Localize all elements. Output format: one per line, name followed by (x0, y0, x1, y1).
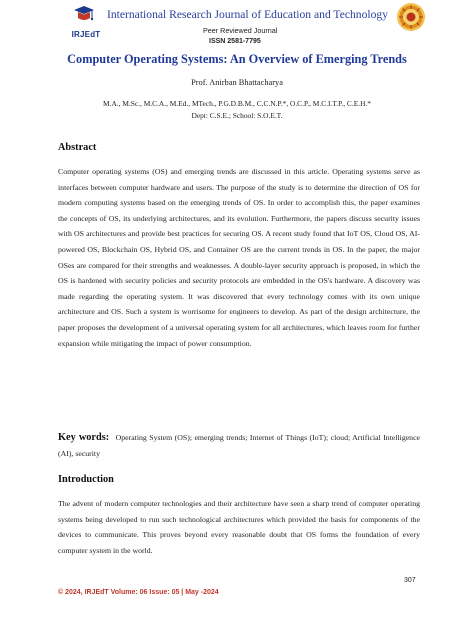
abstract-body: Computer operating systems (OS) and emerging trends are discussed in this article. Operating systems serve as interfaces between computer hardware and users. The purpose of the study is to determine the direction of OS for modern computing systems based on the emerging trends of OS. In order to accomplish this, the paper examines the concepts of OS, its underlying architectures, and its evolution. Furthermore, the papers discuss security issues with OS architectures and provide best practices for securing OS. A recent study found that IoT OS, Cloud OS, AI-powered OS, Blockchain OS, Hybrid OS, and Container OS are the current trends in OS. In the paper, the major OSes are compared for their strengths and weaknesses. A double-layer security approach is proposed, in which the OS is hardened with security policies and security protocols are embedded in the OS's hardware. A discovery was made regarding the operating system. It was discovered that every technology comes with its own unique architecture and OS. Such a system is worrisome for engineers to develop. As part of the design architecture, the paper proposes the development of a universal operating system for all architectures, which leaves room for further expansion while mitigating the impact of power consumption. (58, 167, 420, 348)
graduation-cap-icon (72, 4, 96, 26)
author-department: Dept: C.S.E.; School: S.O.E.T. (191, 111, 283, 120)
peer-reviewed-label: Peer Reviewed Journal (203, 26, 278, 35)
page-number: 307 (404, 577, 416, 584)
author-qualifications: M.A., M.Sc., M.C.A., M.Ed., MTech., P.G.D.B.M., C.C.N.P.*, O.C.P., M.C.I.T.P., C.E.H.* (103, 99, 371, 108)
keywords-paragraph (58, 430, 420, 461)
journal-title: International Research Journal of Education and Technology (107, 8, 388, 21)
keywords-text: Operating System (OS); emerging trends; Internet of Things (IoT); cloud; Artificial Intelligence (AI), security (58, 433, 421, 458)
abstract-heading: Abstract (58, 142, 97, 153)
keywords-label: Key words: (58, 432, 110, 443)
issn-label: ISSN 2581-7795 (209, 38, 261, 45)
paper-title: Computer Operating Systems: An Overview of Emerging Trends (67, 52, 407, 66)
author-name: Prof. Anirban Bhattacharya (191, 78, 283, 87)
sun-seal-icon (396, 2, 426, 32)
footer-citation: © 2024, IRJEdT Volume: 06 Issue: 05 | May -2024 (58, 589, 219, 596)
journal-logo (66, 4, 102, 42)
logo-label: IRJEdT (71, 30, 101, 39)
introduction-heading: Introduction (58, 474, 114, 485)
introduction-body: The advent of modern computer technologies and their architecture have seen a sharp trend of computer operating systems being developed to run such technological architectures which provided the basis for components of the devices to communicate. This proves beyond every reasonable doubt that OS forms the foundation of every computer system in the world. (58, 499, 420, 555)
